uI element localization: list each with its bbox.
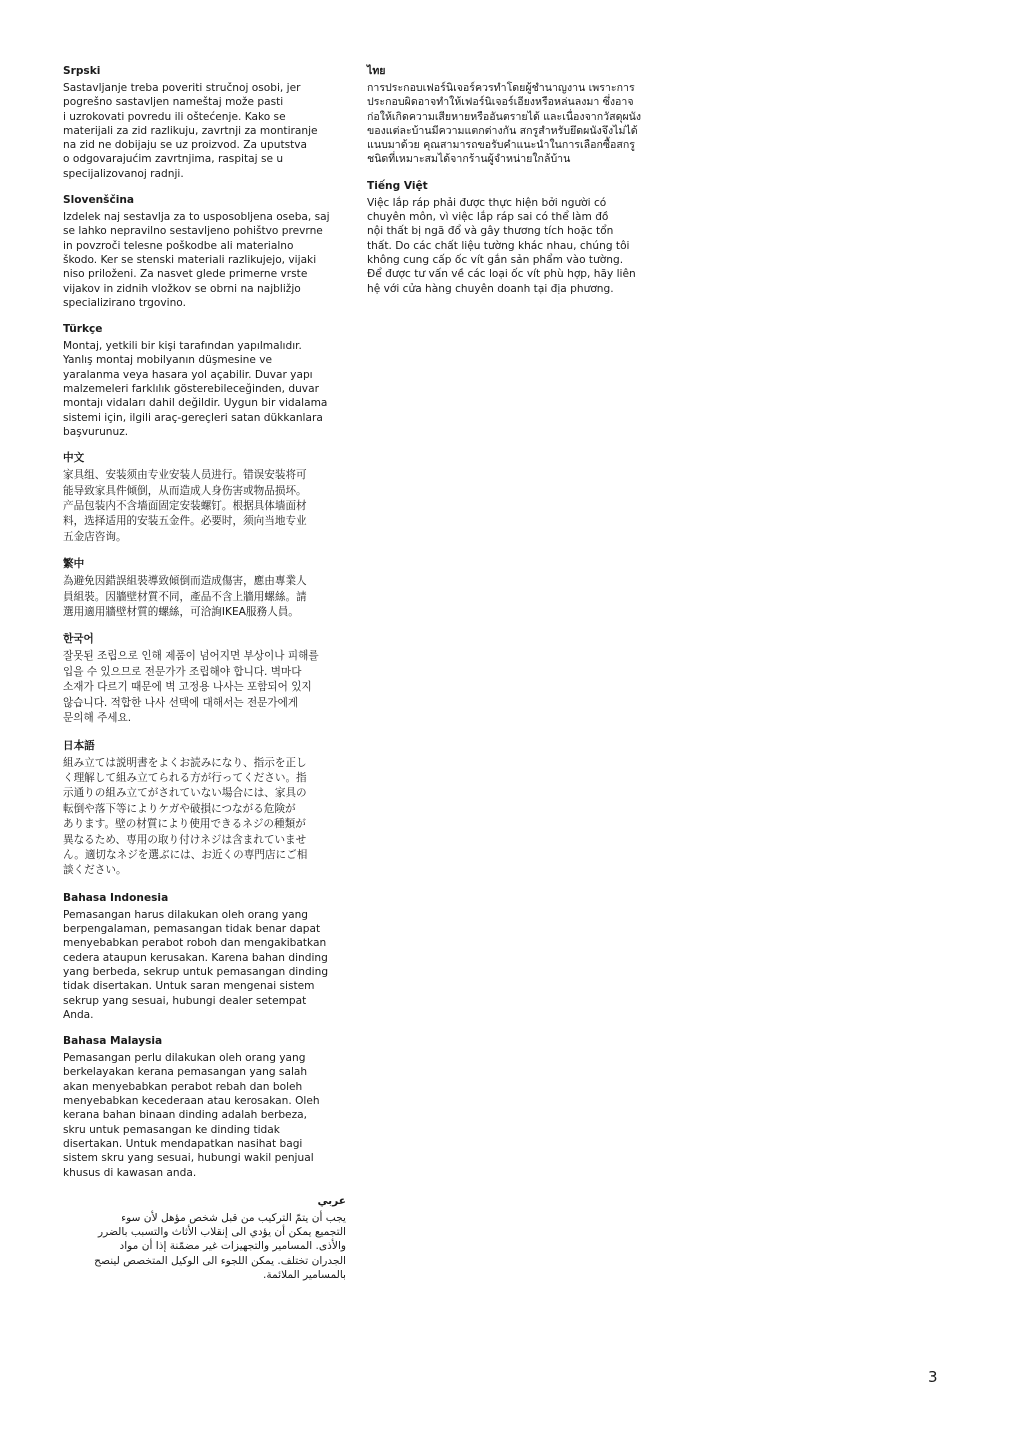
section-japanese	[63, 739, 346, 879]
section-slovenian	[63, 193, 346, 310]
left-column	[63, 64, 346, 1294]
section-body: Pemasangan harus dilakukan oleh orang yang berpengalaman, pemasangan tidak benar dapat menyebabkan perabot roboh dan mengakibatkan cedera ataupun kerusakan. Karena bahan dinding yang berbeda, sekrup untuk pemasangan dinding tidak disertakan. Untuk saran mengenai sistem sekrup yang sesuai, hubungi dealer setempat Anda.	[63, 908, 329, 1021]
section-thai	[367, 64, 652, 167]
section-heading: Slovenščina	[63, 194, 135, 207]
section-heading: Bahasa Indonesia	[63, 891, 169, 904]
section-korean	[63, 632, 346, 726]
section-body: 家具组、安装须由专业安装人员进行。错误安装将可 能导致家具件倾倒，从而造成人身伤害或物品损坏。 产品包装内不含墙面固定安装螺钉。根据具体墙面材 料，选择适用的安装五金件。必要时，须向当地专业 五金店咨询。	[63, 469, 307, 543]
section-arabic	[63, 1194, 346, 1282]
section-heading: Srpski	[63, 65, 101, 77]
section-heading: 한국어	[63, 633, 94, 646]
section-body: 잘못된 조립으로 인해 제품이 넘어지면 부상이나 피해를 입을 수 있으므로 전문가가 조립해야 합니다. 벽마다 소재가 다르기 때문에 벽 고정용 나사는 포함되어 있지 않습니다. 적합한 나사 선택에 대해서는 전문가에게 문의해 주세요.	[63, 650, 319, 725]
section-heading: 日本語	[63, 739, 95, 752]
section-body: Pemasangan perlu dilakukan oleh orang yang berkelayakan kerana pemasangan yang salah akan menyebabkan perabot rebah dan boleh menyebabkan kecederaan atau kerosakan. Oleh kerana bahan binaan dinding adalah berbeza, skru untuk pemasangan ke dinding tidak disertakan. Untuk mendapatkan nasihat bagi sistem skru yang sesuai, hubungi wakil penjual khusus di kawasan anda.	[63, 1052, 320, 1179]
section-serbian	[63, 64, 346, 181]
section-heading: عربي	[317, 1194, 346, 1207]
section-turkish	[63, 322, 346, 439]
section-heading: 中文	[63, 452, 85, 465]
section-heading: 繁中	[63, 558, 85, 571]
section-body: 組み立ては説明書をよくお読みになり、指示を正し く理解して組み立てられる方が行ってください。指 示通りの組み立てがされていない場合には、家具の 転倒や落下等によりケガや破損につながる危険が あります。壁の材質により使用できるネジの種類が 異なるため、専用の取り付けネジは含まれていませ ん。適切なネジを選ぶには、お近くの専門店にご相 談ください。	[63, 756, 308, 877]
section-traditional-chinese	[63, 557, 346, 620]
section-heading: ไทย	[367, 65, 386, 77]
section-simplified-chinese	[63, 451, 346, 545]
page-number: 3	[928, 1368, 938, 1386]
section-malaysian	[63, 1034, 346, 1180]
section-heading: Bahasa Malaysia	[63, 1035, 163, 1048]
section-body: Montaj, yetkili bir kişi tarafından yapılmalıdır. Yanlış montaj mobilyanın düşmesine ve yaralanma veya hasara yol açabilir. Duvar yapı malzemeleri farklılık gösterebileceğinden, duvar montajı vidaları dahil değildir. Uygun bir vidalama sistemi için, ilgili araç-gereçleri satan dükkanlara başvurunuz.	[63, 340, 328, 438]
section-body: Izdelek naj sestavlja za to usposobljena oseba, saj se lahko nepravilno sestavljeno pohištvo prevrne in povzroči telesne poškodbe ali materialno škodo. Ker se stenski materiali razlikujejo, vijaki niso priloženi. Za nasvet glede primerne vrste vijakov in zidnih vložkov se obrni na najbližjo specializirano trgovino.	[63, 211, 330, 309]
section-body: Sastavljanje treba poveriti stručnoj osobi, jer pogrešno sastavljen nameštaj može pasti i uzrokovati povredu ili oštećenje. Kako se materijali za zid razlikuju, zavrtnji za montiranje na zid ne dobijaju se uz proizvod. Za uputstva o odgovarajućim zavrtnjima, raspitaj se u specijalizovanoj radnji.	[63, 82, 318, 180]
section-vietnamese	[367, 179, 652, 296]
section-heading: Tiếng Việt	[367, 179, 428, 192]
section-indonesian	[63, 891, 346, 1022]
right-column	[367, 64, 652, 308]
section-body: Việc lắp ráp phải được thực hiện bởi người có chuyên môn, vì việc lắp ráp sai có thể làm đồ nội thất bị ngã đổ và gây thương tích hoặc tổn thất. Do các chất liệu tường khác nhau, chúng tôi không cung cấp ốc vít gắn sản phẩm vào tường. Để được tư vấn về các loại ốc vít phù hợp, hãy liên hệ với cửa hàng chuyên doanh tại địa phương.	[367, 196, 636, 295]
section-body: يجب أن يتمّ التركيب من قبل شخص مؤهل لأن سوء التجميع يمكن أن يؤدي الى إنقلاب الأثاث والتسبب بالضرر والأذى. المسامير والتجهيزات غير مضمّنة إذا أن مواد الجدران تختلف. يمكن اللجوء الى الوكيل المتخصص لينصح بالمسامير الملائمة.	[94, 1211, 346, 1281]
section-body: การประกอบเฟอร์นิเจอร์ควรทำโดยผู้ชำนาญงาน เพราะการ ประกอบผิดอาจทำให้เฟอร์นิเจอร์เอียงหรือหล่นลงมา ซึ่งอาจ ก่อให้เกิดความเสียหายหรืออันตรายได้ และเนื่องจากวัสดุผนัง ของแต่ละบ้านมีความแตกต่างกัน สกรูสำหรับยึดผนังจึงไม่ได้ แนบมาด้วย คุณสามารถขอรับคำแนะนำในการเลือกซื้อสกรู ชนิดที่เหมาะสมได้จากร้านผู้จำหน่ายใกล้บ้าน	[367, 82, 642, 166]
section-body: 為避免因錯誤組裝導致傾倒而造成傷害，應由專業人 員組裝。因牆壁材質不同，產品不含上牆用螺絲。請 選用適用牆壁材質的螺絲，可洽詢IKEA服務人員。	[63, 575, 307, 619]
section-heading: Türkçe	[63, 323, 103, 336]
